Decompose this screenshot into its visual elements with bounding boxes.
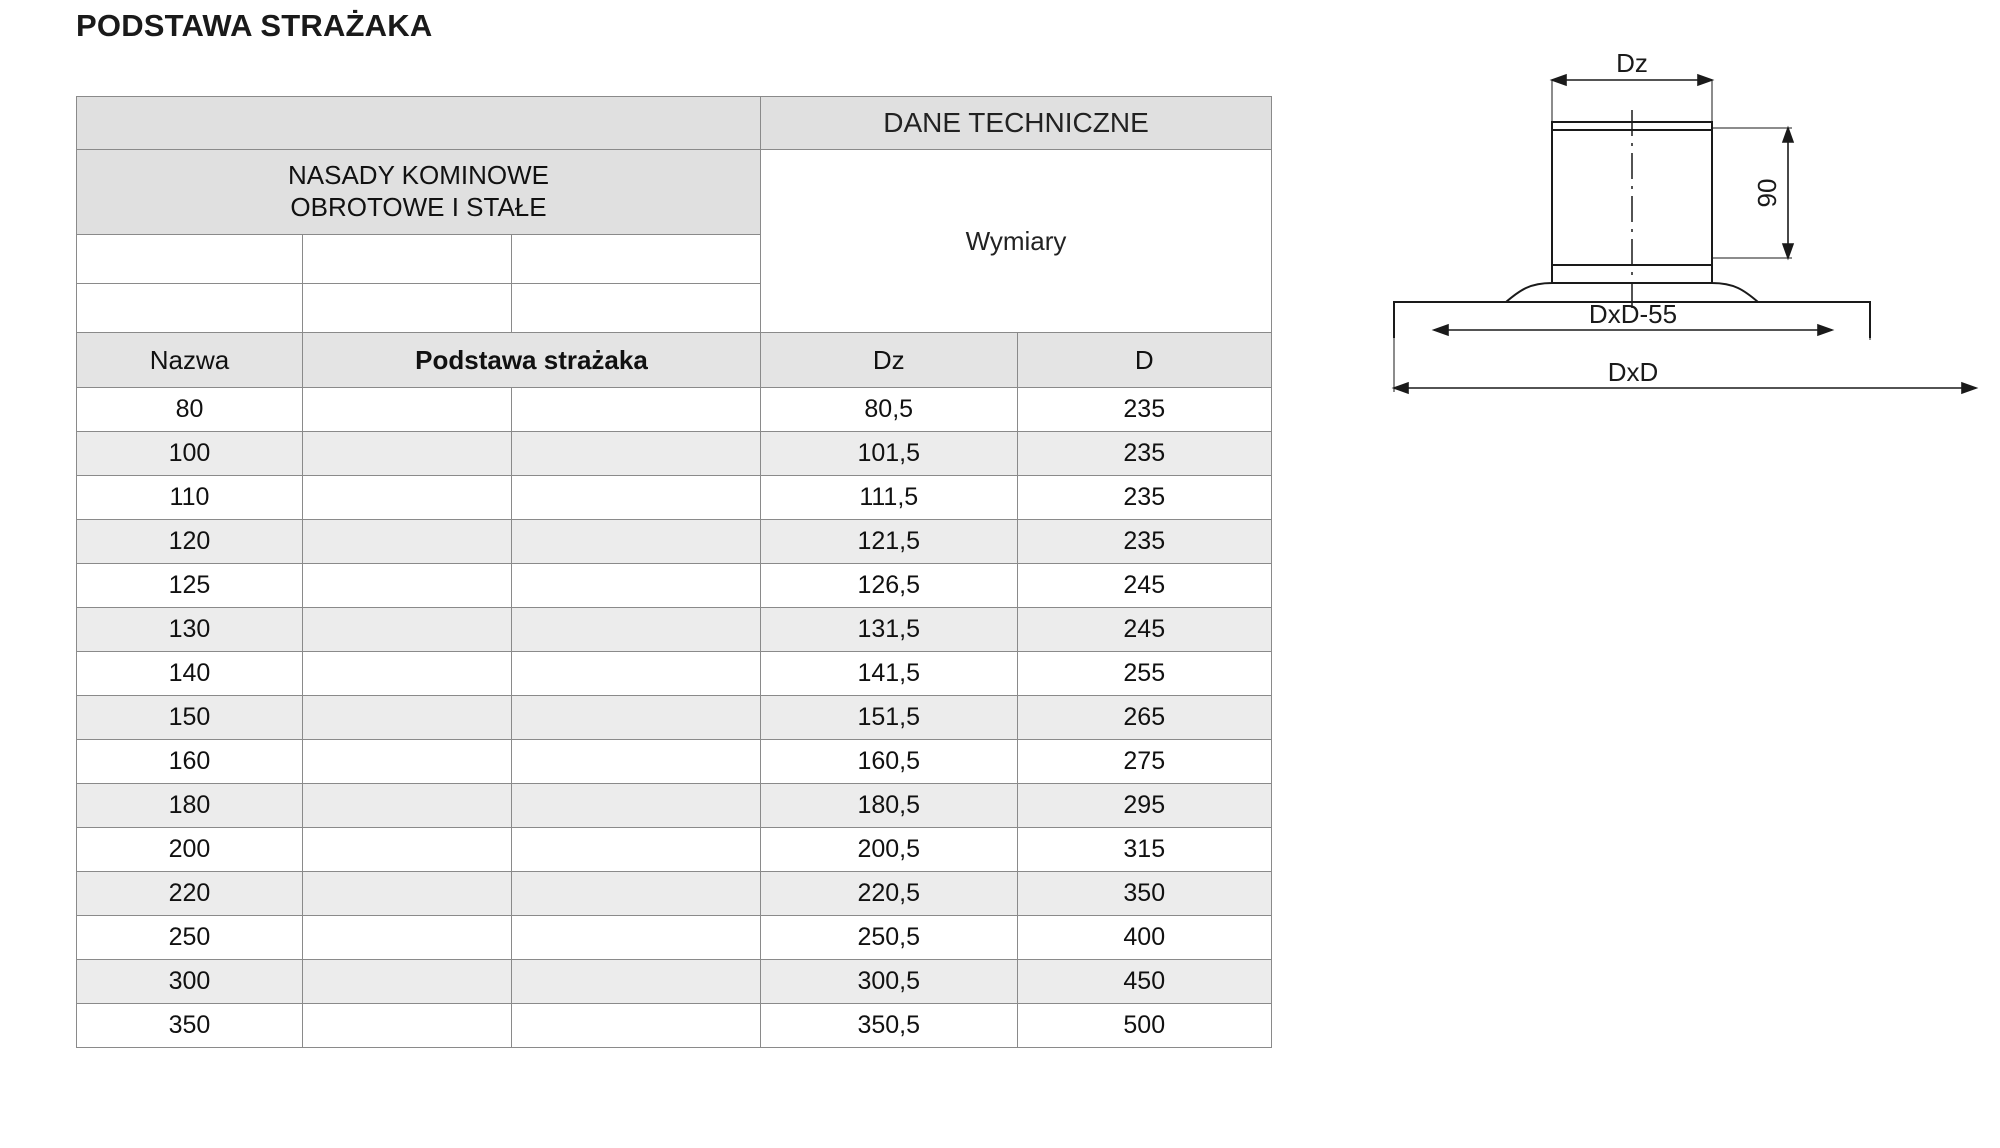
cell-dz: 131,5: [761, 608, 1018, 652]
cell-product-img: [302, 652, 511, 696]
cell-dz: 80,5: [761, 388, 1018, 432]
cell-product-img2: [511, 388, 760, 432]
cell-product-img: [302, 476, 511, 520]
header-product-line: [77, 150, 761, 235]
cell-nazwa: 160: [77, 740, 303, 784]
cell-d: 235: [1017, 520, 1272, 564]
cell-product-img: [302, 872, 511, 916]
cell-dz: 151,5: [761, 696, 1018, 740]
spacer-cell: [77, 284, 303, 333]
cell-nazwa: 150: [77, 696, 303, 740]
cell-product-img: [302, 520, 511, 564]
label-dxd-minus: DxD-55: [1588, 299, 1678, 329]
spacer-cell: [302, 284, 511, 333]
cell-product-img2: [511, 564, 760, 608]
cell-product-img: [302, 432, 511, 476]
cell-nazwa: 120: [77, 520, 303, 564]
cell-dz: 250,5: [761, 916, 1018, 960]
column-header-nazwa: Nazwa: [77, 333, 303, 388]
table-row: [77, 740, 1272, 784]
table-row: [77, 564, 1272, 608]
cell-product-img: [302, 740, 511, 784]
cell-d: 315: [1017, 828, 1272, 872]
table-header-row-top: [77, 97, 1272, 150]
cell-nazwa: 125: [77, 564, 303, 608]
cell-dz: 200,5: [761, 828, 1018, 872]
spacer-cell: [511, 284, 760, 333]
cell-nazwa: 300: [77, 960, 303, 1004]
cell-d: 245: [1017, 564, 1272, 608]
table-column-header-row: [77, 333, 1272, 388]
cell-product-img2: [511, 476, 760, 520]
label-dz: Dz: [1616, 48, 1648, 78]
cell-d: 235: [1017, 388, 1272, 432]
cell-product-img2: [511, 1004, 760, 1048]
cell-dz: 101,5: [761, 432, 1018, 476]
cell-product-img: [302, 388, 511, 432]
page-title: PODSTAWA STRAŻAKA: [76, 8, 433, 43]
cell-dz: 180,5: [761, 784, 1018, 828]
cell-d: 245: [1017, 608, 1272, 652]
cell-nazwa: 130: [77, 608, 303, 652]
table-row: [77, 520, 1272, 564]
cell-dz: 141,5: [761, 652, 1018, 696]
cell-product-img: [302, 828, 511, 872]
cell-product-img2: [511, 608, 760, 652]
cell-product-img: [302, 696, 511, 740]
cell-dz: 111,5: [761, 476, 1018, 520]
cell-product-img2: [511, 652, 760, 696]
cell-d: 235: [1017, 432, 1272, 476]
table-row: [77, 652, 1272, 696]
cell-product-img: [302, 916, 511, 960]
technical-drawing: [1380, 40, 1980, 520]
cell-product-img2: [511, 696, 760, 740]
cell-product-img2: [511, 432, 760, 476]
cell-d: 450: [1017, 960, 1272, 1004]
table-row: [77, 388, 1272, 432]
cell-nazwa: 220: [77, 872, 303, 916]
cell-nazwa: 140: [77, 652, 303, 696]
cell-product-img2: [511, 872, 760, 916]
cell-d: 275: [1017, 740, 1272, 784]
table-row: [77, 916, 1272, 960]
column-header-product: Podstawa strażaka: [302, 333, 760, 388]
cell-product-img2: [511, 740, 760, 784]
cell-d: 255: [1017, 652, 1272, 696]
cell-d: 500: [1017, 1004, 1272, 1048]
cell-product-img: [302, 1004, 511, 1048]
cell-nazwa: 250: [77, 916, 303, 960]
header-blank-cell: [77, 97, 761, 150]
table-row: [77, 1004, 1272, 1048]
table-row: [77, 608, 1272, 652]
specification-table: [76, 96, 1272, 1048]
spacer-cell: [77, 235, 303, 284]
specification-table-container: [76, 96, 1272, 1048]
cell-dz: 160,5: [761, 740, 1018, 784]
table-row: [77, 784, 1272, 828]
dimension-dxd: [1394, 302, 1976, 393]
spacer-cell: [511, 235, 760, 284]
cell-product-img2: [511, 784, 760, 828]
cell-dz: 300,5: [761, 960, 1018, 1004]
column-header-d: D: [1017, 333, 1272, 388]
cell-d: 295: [1017, 784, 1272, 828]
cell-product-img2: [511, 916, 760, 960]
cell-nazwa: 100: [77, 432, 303, 476]
cell-product-img2: [511, 520, 760, 564]
cell-nazwa: 110: [77, 476, 303, 520]
table-row: [77, 696, 1272, 740]
column-header-dz: Dz: [761, 333, 1018, 388]
header-technical-data: DANE TECHNICZNE: [761, 97, 1272, 150]
cell-product-img: [302, 784, 511, 828]
cell-product-img: [302, 564, 511, 608]
cell-dz: 121,5: [761, 520, 1018, 564]
cell-product-img: [302, 960, 511, 1004]
cell-dz: 126,5: [761, 564, 1018, 608]
cell-nazwa: 350: [77, 1004, 303, 1048]
cell-d: 350: [1017, 872, 1272, 916]
table-row: [77, 432, 1272, 476]
cell-d: 235: [1017, 476, 1272, 520]
header-product-line2: OBROTOWE I STAŁE: [290, 192, 547, 222]
spacer-cell: [302, 235, 511, 284]
cell-nazwa: 200: [77, 828, 303, 872]
cell-dz: 220,5: [761, 872, 1018, 916]
cell-dz: 350,5: [761, 1004, 1018, 1048]
cell-d: 400: [1017, 916, 1272, 960]
table-row: [77, 960, 1272, 1004]
cell-nazwa: 180: [77, 784, 303, 828]
cell-nazwa: 80: [77, 388, 303, 432]
cell-product-img: [302, 608, 511, 652]
table-header-row-product: [77, 150, 1272, 235]
table-row: [77, 476, 1272, 520]
header-dimensions: Wymiary: [761, 150, 1272, 333]
table-row: [77, 828, 1272, 872]
cell-product-img2: [511, 960, 760, 1004]
cell-product-img2: [511, 828, 760, 872]
header-product-line1: NASADY KOMINOWE: [287, 160, 549, 191]
drawing-svg: [1380, 40, 1980, 520]
cell-d: 265: [1017, 696, 1272, 740]
table-row: [77, 872, 1272, 916]
label-dxd: DxD: [1607, 357, 1659, 387]
label-height: 90: [1752, 178, 1782, 208]
